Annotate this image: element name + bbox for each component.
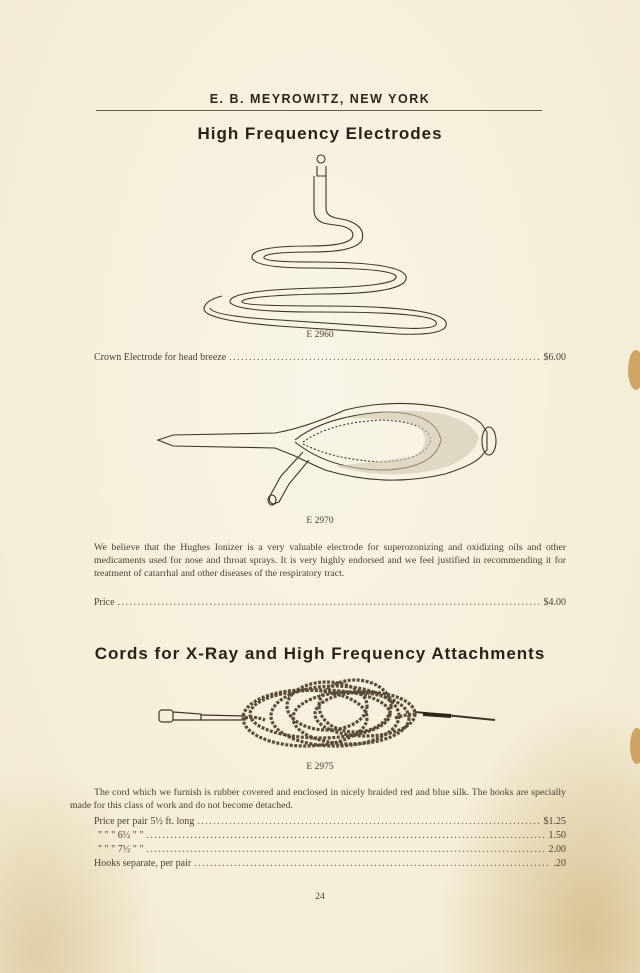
crown-electrode-illustration [200, 150, 460, 335]
price-line [94, 858, 566, 869]
price-label: " " " 6½ " " [98, 830, 144, 841]
item-price: $4.00 [543, 597, 566, 608]
leader-dots [146, 844, 545, 855]
price-label: Hooks separate, per pair [94, 858, 192, 869]
item-price: 2.00 [548, 844, 566, 855]
price-label: Price [94, 597, 115, 608]
leader-dots [118, 597, 541, 608]
item-description: Crown Electrode for head breeze [94, 352, 227, 363]
price-label: " " " 7½ " " [98, 844, 144, 855]
braided-cord-illustration [155, 676, 500, 756]
description-paragraph: The cord which we furnish is rubber covered and enclosed in nicely braided red and blue silk. The hooks are specially made for this class of work and do not become detached. [70, 787, 566, 812]
leader-dots [146, 830, 545, 841]
item-price: $1.25 [543, 816, 566, 827]
section-title-cords: Cords for X-Ray and High Frequency Attachments [94, 644, 546, 663]
leader-dots [194, 858, 550, 869]
catalog-number: E 2970 [306, 516, 334, 526]
item-price: $6.00 [543, 352, 566, 363]
price-line [94, 830, 566, 841]
leader-dots [197, 816, 540, 827]
price-line [94, 844, 566, 855]
item-price: .20 [553, 858, 566, 869]
catalog-number: E 2960 [306, 330, 334, 340]
page-header: E. B. MEYROWITZ, NEW YORK [209, 92, 431, 106]
price-line [94, 352, 566, 363]
price-label: Price per pair 5½ ft. long [94, 816, 195, 827]
header-rule [96, 110, 542, 111]
paper-stain [628, 350, 640, 390]
price-line [94, 816, 566, 827]
page-number: 24 [315, 892, 325, 902]
paper-stain [630, 728, 640, 764]
description-paragraph: We believe that the Hughes Ionizer is a very valuable electrode for superozonizing and oxidizing oils and other medicaments used for nose and throat sprays. It is very highly endorsed and we feel justified in recommending it for treatment of catarrhal and other diseases of the respiratory tract. [94, 542, 566, 580]
section-title-electrodes: High Frequency Electrodes [197, 124, 443, 143]
catalog-number: E 2975 [306, 762, 334, 772]
ionizer-electrode-illustration [155, 398, 500, 510]
item-price: 1.50 [548, 830, 566, 841]
price-line [94, 597, 566, 608]
leader-dots [229, 352, 540, 363]
